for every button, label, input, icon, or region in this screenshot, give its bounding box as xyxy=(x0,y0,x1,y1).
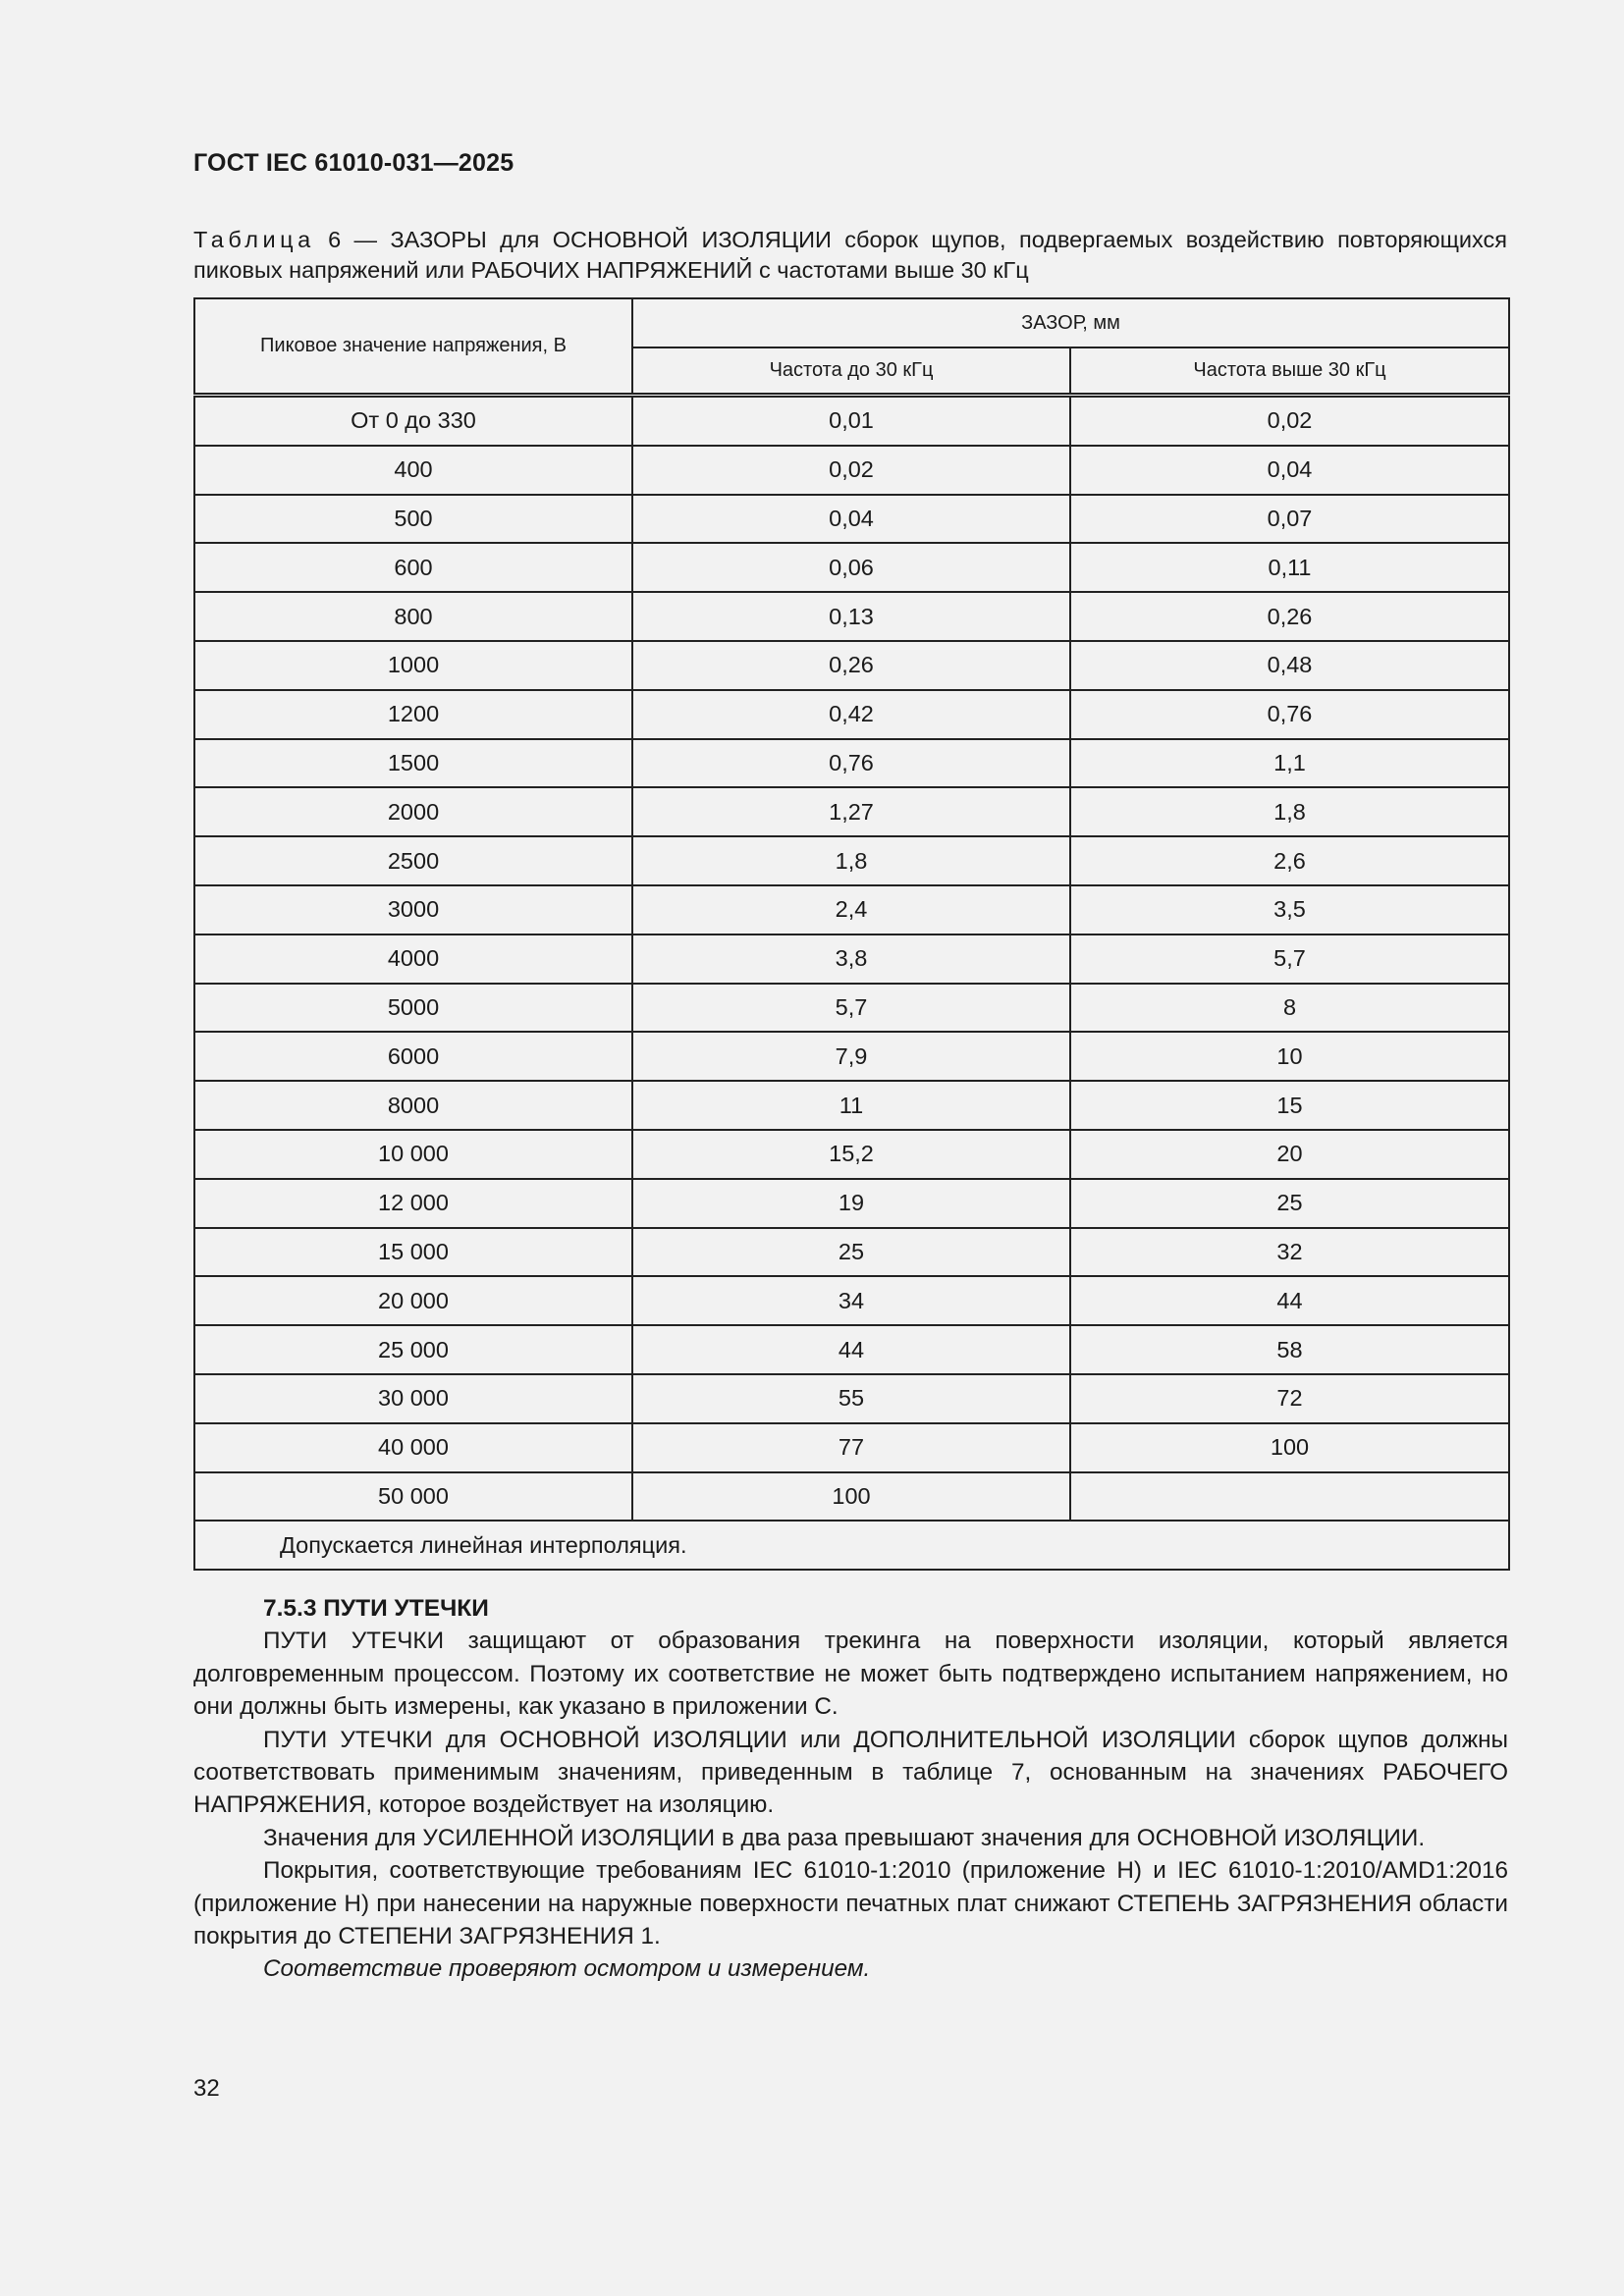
document-header: ГОСТ IEC 61010-031—2025 xyxy=(193,149,514,177)
compliance-statement: Соответствие проверяют осмотром и измерением. xyxy=(263,1955,871,1983)
cell-peak-voltage: 1000 xyxy=(194,641,632,690)
table-caption-text: 6 — ЗАЗОРЫ для ОСНОВНОЙ ИЗОЛЯЦИИ сборок щупов, подвергаемых воздействию повторяющихся пиковых напряжений или РАБОЧИХ НАПРЯЖЕНИЙ с частотами выше 30 кГц xyxy=(193,227,1507,283)
cell-clearance-low-freq: 34 xyxy=(632,1276,1070,1325)
cell-peak-voltage: 1200 xyxy=(194,690,632,739)
cell-clearance-low-freq: 2,4 xyxy=(632,885,1070,934)
cell-peak-voltage: 800 xyxy=(194,592,632,641)
cell-peak-voltage: 20 000 xyxy=(194,1276,632,1325)
cell-clearance-high-freq: 0,11 xyxy=(1070,543,1509,592)
header-frequency-high: Частота выше 30 кГц xyxy=(1070,347,1509,396)
table-caption-lead: Таблица xyxy=(193,227,315,252)
cell-peak-voltage: 500 xyxy=(194,495,632,544)
header-peak-voltage: Пиковое значение напряжения, В xyxy=(194,298,632,396)
cell-clearance-high-freq: 1,8 xyxy=(1070,787,1509,836)
table-row xyxy=(194,1423,1509,1472)
cell-clearance-high-freq: 3,5 xyxy=(1070,885,1509,934)
cell-peak-voltage: 50 000 xyxy=(194,1472,632,1522)
table-row xyxy=(194,592,1509,641)
table-row xyxy=(194,1130,1509,1179)
cell-clearance-low-freq: 11 xyxy=(632,1081,1070,1130)
cell-clearance-high-freq: 1,1 xyxy=(1070,739,1509,788)
table-row xyxy=(194,396,1509,446)
table-row xyxy=(194,836,1509,885)
cell-clearance-high-freq xyxy=(1070,1472,1509,1522)
section-creepage xyxy=(193,1592,1508,1986)
table-note: Допускается линейная интерполяция. xyxy=(194,1521,1509,1570)
table-row xyxy=(194,543,1509,592)
cell-peak-voltage: 4000 xyxy=(194,934,632,984)
cell-peak-voltage: 30 000 xyxy=(194,1374,632,1423)
table-row xyxy=(194,1179,1509,1228)
table-row xyxy=(194,1228,1509,1277)
table-note-row xyxy=(194,1521,1509,1570)
table-row xyxy=(194,1032,1509,1081)
cell-peak-voltage: 25 000 xyxy=(194,1325,632,1374)
table-row xyxy=(194,1472,1509,1522)
table-body xyxy=(194,396,1509,1571)
cell-clearance-low-freq: 0,06 xyxy=(632,543,1070,592)
cell-clearance-low-freq: 3,8 xyxy=(632,934,1070,984)
cell-peak-voltage: 2000 xyxy=(194,787,632,836)
header-clearance: ЗАЗОР, мм xyxy=(632,298,1509,347)
cell-peak-voltage: 12 000 xyxy=(194,1179,632,1228)
cell-clearance-low-freq: 0,01 xyxy=(632,396,1070,446)
cell-clearance-high-freq: 2,6 xyxy=(1070,836,1509,885)
table-row xyxy=(194,1325,1509,1374)
cell-peak-voltage: От 0 до 330 xyxy=(194,396,632,446)
table-caption xyxy=(193,225,1507,286)
cell-clearance-high-freq: 44 xyxy=(1070,1276,1509,1325)
cell-clearance-high-freq: 72 xyxy=(1070,1374,1509,1423)
cell-clearance-high-freq: 58 xyxy=(1070,1325,1509,1374)
table-row xyxy=(194,1374,1509,1423)
cell-peak-voltage: 40 000 xyxy=(194,1423,632,1472)
cell-clearance-high-freq: 10 xyxy=(1070,1032,1509,1081)
paragraph-1: ПУТИ УТЕЧКИ защищают от образования трекинга на поверхности изоляции, который является долговременным процессом. Поэтому их соответствие не может быть подтверждено испытанием напряжением, но они должны быть измерены, как указано в приложении С. xyxy=(193,1628,1508,1721)
cell-peak-voltage: 600 xyxy=(194,543,632,592)
section-heading: 7.5.3 ПУТИ УТЕЧКИ xyxy=(263,1595,489,1622)
cell-clearance-high-freq: 32 xyxy=(1070,1228,1509,1277)
header-frequency-low: Частота до 30 кГц xyxy=(632,347,1070,396)
cell-clearance-high-freq: 5,7 xyxy=(1070,934,1509,984)
table-row xyxy=(194,446,1509,495)
cell-clearance-low-freq: 0,42 xyxy=(632,690,1070,739)
cell-clearance-high-freq: 20 xyxy=(1070,1130,1509,1179)
cell-clearance-low-freq: 77 xyxy=(632,1423,1070,1472)
cell-peak-voltage: 1500 xyxy=(194,739,632,788)
cell-peak-voltage: 10 000 xyxy=(194,1130,632,1179)
cell-clearance-high-freq: 25 xyxy=(1070,1179,1509,1228)
cell-clearance-low-freq: 0,04 xyxy=(632,495,1070,544)
cell-clearance-high-freq: 0,26 xyxy=(1070,592,1509,641)
cell-peak-voltage: 15 000 xyxy=(194,1228,632,1277)
cell-clearance-low-freq: 5,7 xyxy=(632,984,1070,1033)
clearance-table xyxy=(193,297,1510,1571)
paragraph-4: Покрытия, соответствующие требованиям IEC 61010-1:2010 (приложение Н) и IEC 61010-1:2010/AMD1:2016 (приложение Н) при нанесении на наружные поверхности печатных плат снижают СТЕПЕНЬ ЗАГРЯЗНЕНИЯ области покрытия до СТЕПЕНИ ЗАГРЯЗНЕНИЯ 1. xyxy=(193,1857,1508,1950)
cell-clearance-low-freq: 25 xyxy=(632,1228,1070,1277)
cell-clearance-low-freq: 0,76 xyxy=(632,739,1070,788)
cell-clearance-low-freq: 7,9 xyxy=(632,1032,1070,1081)
table-row xyxy=(194,787,1509,836)
cell-clearance-low-freq: 0,02 xyxy=(632,446,1070,495)
table-row xyxy=(194,495,1509,544)
cell-clearance-low-freq: 55 xyxy=(632,1374,1070,1423)
cell-peak-voltage: 400 xyxy=(194,446,632,495)
cell-clearance-low-freq: 19 xyxy=(632,1179,1070,1228)
table-row xyxy=(194,984,1509,1033)
cell-clearance-high-freq: 0,07 xyxy=(1070,495,1509,544)
cell-peak-voltage: 2500 xyxy=(194,836,632,885)
paragraph-2: ПУТИ УТЕЧКИ для ОСНОВНОЙ ИЗОЛЯЦИИ или ДОПОЛНИТЕЛЬНОЙ ИЗОЛЯЦИИ сборок щупов должны соответствовать применимым значениям, приведенным в таблице 7, основанным на значениях РАБОЧЕГО НАПРЯЖЕНИЯ, которое воздействует на изоляцию. xyxy=(193,1726,1508,1819)
table-row xyxy=(194,739,1509,788)
table-row xyxy=(194,1081,1509,1130)
page-number: 32 xyxy=(193,2075,220,2102)
cell-clearance-low-freq: 1,27 xyxy=(632,787,1070,836)
cell-clearance-high-freq: 0,04 xyxy=(1070,446,1509,495)
cell-clearance-high-freq: 0,76 xyxy=(1070,690,1509,739)
table-row xyxy=(194,1276,1509,1325)
table-row xyxy=(194,934,1509,984)
cell-clearance-high-freq: 8 xyxy=(1070,984,1509,1033)
cell-clearance-high-freq: 0,48 xyxy=(1070,641,1509,690)
cell-clearance-low-freq: 100 xyxy=(632,1472,1070,1522)
cell-clearance-low-freq: 44 xyxy=(632,1325,1070,1374)
table-row xyxy=(194,885,1509,934)
cell-clearance-high-freq: 15 xyxy=(1070,1081,1509,1130)
cell-clearance-low-freq: 1,8 xyxy=(632,836,1070,885)
cell-peak-voltage: 5000 xyxy=(194,984,632,1033)
cell-clearance-high-freq: 100 xyxy=(1070,1423,1509,1472)
table-row xyxy=(194,641,1509,690)
cell-peak-voltage: 8000 xyxy=(194,1081,632,1130)
cell-clearance-high-freq: 0,02 xyxy=(1070,396,1509,446)
table-row xyxy=(194,690,1509,739)
cell-peak-voltage: 3000 xyxy=(194,885,632,934)
cell-clearance-low-freq: 0,13 xyxy=(632,592,1070,641)
cell-clearance-low-freq: 15,2 xyxy=(632,1130,1070,1179)
cell-peak-voltage: 6000 xyxy=(194,1032,632,1081)
paragraph-3: Значения для УСИЛЕННОЙ ИЗОЛЯЦИИ в два раза превышают значения для ОСНОВНОЙ ИЗОЛЯЦИИ. xyxy=(263,1824,1426,1851)
cell-clearance-low-freq: 0,26 xyxy=(632,641,1070,690)
